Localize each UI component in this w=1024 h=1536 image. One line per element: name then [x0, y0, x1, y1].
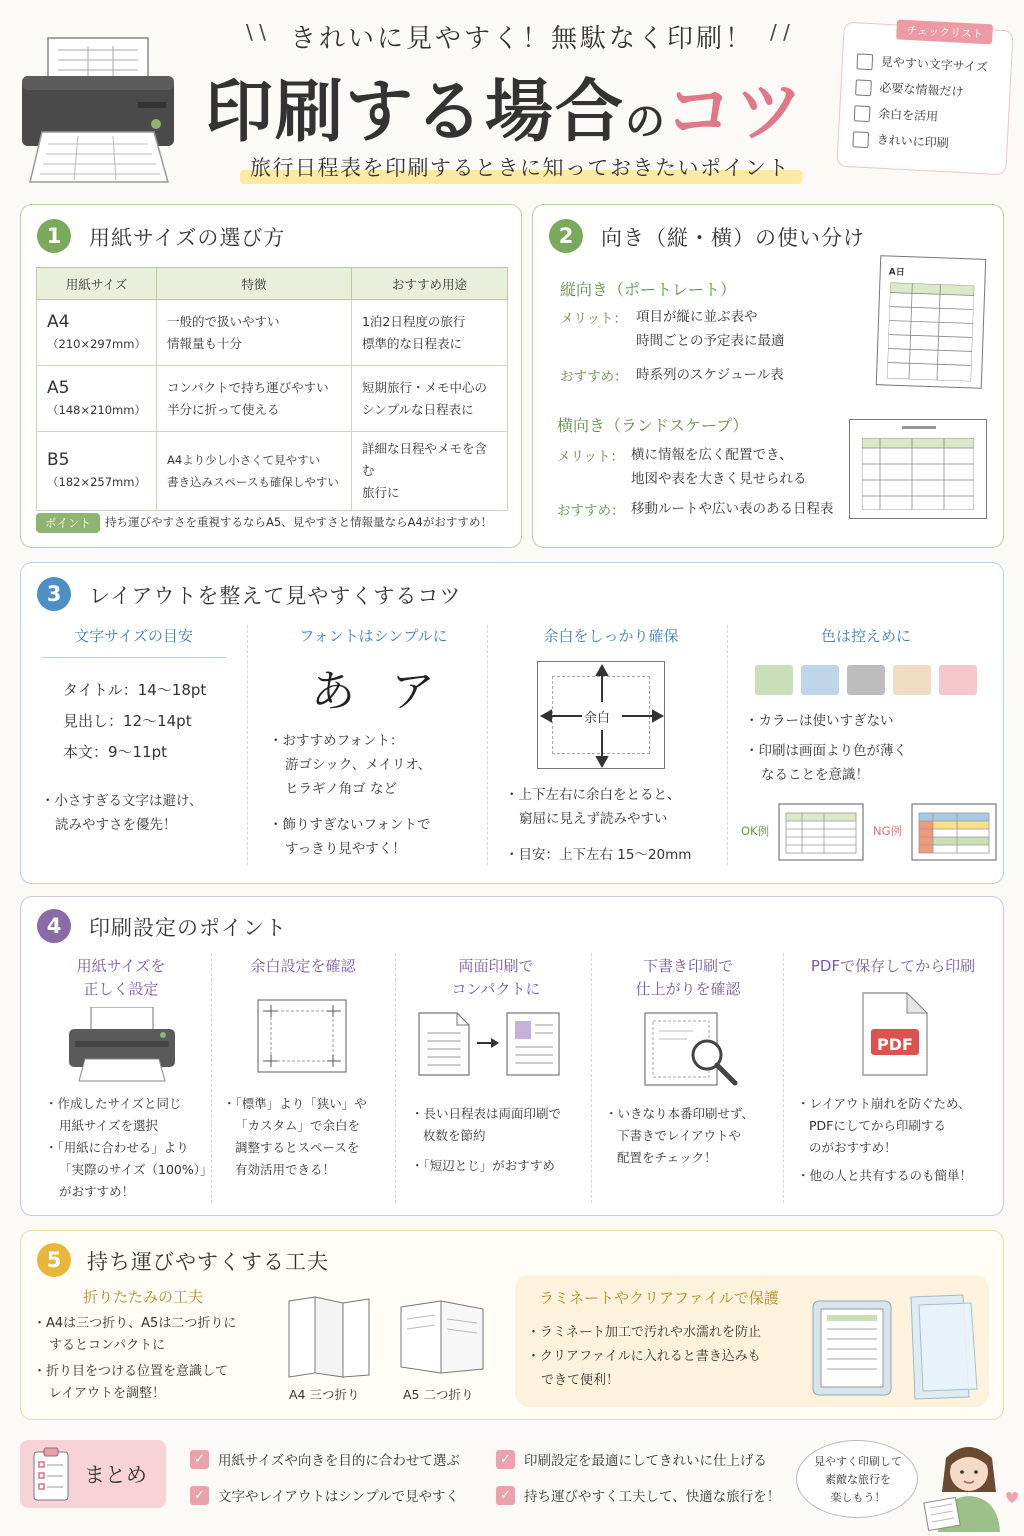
section-number: 2 — [549, 219, 583, 253]
setting-heading: PDFで保存してから印刷 — [810, 957, 976, 975]
section-number: 3 — [37, 577, 71, 611]
size-name: B5 — [47, 450, 70, 470]
protect-line: ・ラミネート加工で汚れや水濡れを防止 — [527, 1325, 762, 1340]
page-title — [205, 58, 805, 155]
checklist-title: チェックリスト — [896, 19, 993, 44]
setting-heading: 用紙サイズを 正しく設定 — [76, 957, 166, 998]
setting-line: PDFにしてから印刷する — [809, 1118, 946, 1133]
setting-line: ・作成したサイズと同じ — [45, 1096, 182, 1111]
tip-bullet: ・おすすめフォント： — [269, 733, 404, 749]
size-name: A5 — [47, 377, 70, 398]
checkbox[interactable] — [854, 105, 871, 122]
mock-table — [862, 438, 974, 510]
fold-line: ・折り目をつける位置を意識して — [33, 1364, 229, 1379]
checklist-item: 見やすい文字サイズ — [880, 54, 989, 75]
fold-line: レイアウトを調整！ — [49, 1386, 165, 1401]
tip-bullet: ・印刷は画面より色が薄く — [745, 743, 907, 759]
rec-label: おすすめ： — [557, 503, 625, 519]
clipboard-icon — [32, 1446, 70, 1502]
tip-bullet: ・飾りすぎないフォントで — [269, 817, 431, 833]
summary-item: 持ち運びやすく工夫して、快適な旅行を！ — [524, 1489, 781, 1505]
setting-line: ・「短辺とじ」がおすすめ — [411, 1158, 555, 1173]
color-swatch — [801, 665, 839, 695]
summary-badge — [20, 1440, 166, 1508]
tip-bullet: 游ゴシック、メイリオ、 — [285, 757, 432, 773]
color-swatch — [755, 665, 793, 695]
setting-heading: 余白設定を確認 — [250, 957, 356, 975]
fold-caption: A5 二つ折り — [403, 1387, 474, 1402]
check-icon: ✓ — [496, 1486, 515, 1505]
merit-label: メリット： — [560, 311, 627, 327]
size-dim: （148×210mm） — [47, 402, 146, 417]
checklist-item: きれいに印刷 — [876, 132, 950, 151]
table-row — [37, 432, 508, 511]
size-dim: （182×257mm） — [47, 475, 146, 489]
margin-illustration — [537, 661, 665, 769]
setting-heading: 両面印刷で コンパクトに — [451, 957, 541, 998]
printer-illustration — [18, 36, 178, 186]
portrait-merit: 項目が縦に並ぶ表や — [636, 309, 758, 325]
checkbox[interactable] — [856, 53, 873, 70]
tip-bullet: なることを意識！ — [761, 767, 869, 783]
usage: 旅行に — [361, 485, 400, 500]
section-print-settings — [20, 896, 1004, 1216]
summary-label: まとめ — [84, 1463, 147, 1487]
checklist-item: 必要な情報だけ — [879, 80, 964, 99]
setting-line: ・他の人と共有するのも簡単！ — [797, 1168, 973, 1183]
ng-example-illustration — [911, 803, 997, 861]
setting-line: ・レイアウト崩れを防ぐため、 — [797, 1096, 971, 1111]
margin-label: 余白 — [584, 707, 610, 726]
size-name: A4 — [47, 311, 70, 332]
setting-line: 「カスタム」で余白を — [235, 1118, 361, 1133]
size-guide-line: タイトル：14〜18pt — [63, 681, 207, 699]
tip-bullet: ・上下左右に余白をとると、 — [505, 787, 681, 803]
table-header: おすすめ用途 — [351, 268, 507, 300]
color-swatch — [893, 665, 931, 695]
check-icon: ✓ — [190, 1450, 209, 1469]
tip-bullet: すっきり見やすく！ — [285, 841, 406, 857]
section-orientation — [532, 204, 1004, 548]
feature: 一般的で扱いやすい — [166, 313, 280, 329]
feature: 半分に折って使える — [166, 401, 280, 417]
checklist-item: 余白を活用 — [877, 106, 939, 124]
setting-line: 枚数を節約 — [423, 1128, 486, 1143]
tip-heading: 余白をしっかり確保 — [543, 627, 679, 645]
duplex-icon — [417, 1009, 567, 1079]
section-title: 持ち運びやすくする工夫 — [87, 1250, 329, 1274]
size-dim: （210×297mm） — [47, 336, 146, 351]
section-title: 印刷設定のポイント — [89, 916, 287, 940]
setting-line: ・「標準」より「狭い」や — [223, 1096, 367, 1111]
font-sample: あ — [311, 666, 355, 717]
trifold-icon — [287, 1295, 371, 1379]
landscape-title: 横向き（ランドスケープ） — [557, 416, 749, 435]
ok-label: OK例 — [741, 824, 770, 838]
section-title: レイアウトを整えて見やすくするコツ — [89, 584, 462, 608]
checkbox[interactable] — [855, 79, 872, 96]
usage: 標準的な日程表に — [361, 335, 462, 351]
feature: コンパクトで持ち運びやすい — [166, 379, 329, 395]
protect-line: ・クリアファイルに入れると書き込みも — [527, 1349, 761, 1364]
fold-line: するとコンパクトに — [49, 1338, 166, 1353]
tip-bullet: ・小さすぎる文字は避け、 — [41, 793, 203, 809]
setting-line: ・長い日程表は両面印刷で — [411, 1106, 562, 1121]
merit-label: メリット： — [557, 449, 624, 465]
protect-line: できて便利！ — [541, 1373, 620, 1388]
setting-line: ・「用紙に合わせる」より — [45, 1140, 189, 1155]
checkbox[interactable] — [852, 131, 869, 148]
page-title-no: の — [625, 99, 666, 145]
tip-heading: 色は控えめに — [820, 627, 911, 645]
section-number: 5 — [37, 1243, 71, 1277]
kicker-dash-right: / / — [770, 20, 790, 44]
tip-bullet: 読みやすさを優先！ — [55, 817, 177, 833]
setting-line: ・いきなり本番印刷せず、 — [605, 1106, 755, 1121]
ng-label: NG例 — [873, 824, 903, 838]
check-icon: ✓ — [190, 1486, 209, 1505]
bubble-line: 見やすく印刷して — [814, 1455, 902, 1468]
fold-heading: 折りたたみの工夫 — [83, 1288, 204, 1306]
kicker-dash-left: \ \ — [246, 20, 266, 44]
size-guide-line: 見出し：12〜14pt — [63, 712, 192, 730]
section-portability — [20, 1230, 1004, 1420]
landscape-merit: 地図や表を大きく見せられる — [631, 471, 807, 487]
table-header: 用紙サイズ — [37, 268, 157, 300]
page-title-main: 印刷する場合 — [205, 73, 626, 152]
ok-example-illustration — [778, 803, 864, 861]
usage: 1泊2日程度の旅行 — [361, 313, 466, 329]
section-paper-size — [20, 204, 522, 548]
summary-item: 用紙サイズや向きを目的に合わせて選ぶ — [218, 1453, 460, 1469]
usage: 短期旅行・メモ中心の — [361, 379, 487, 395]
checklist-card — [836, 22, 1013, 176]
font-sample: ア — [391, 666, 435, 717]
summary-item: 印刷設定を最適にしてきれいに仕上げる — [524, 1453, 767, 1469]
usage: シンプルな日程表に — [361, 401, 474, 417]
speech-bubble — [796, 1440, 918, 1518]
usage: 詳細な日程やメモを含む — [361, 441, 487, 478]
summary-item: 文字やレイアウトはシンプルで見やすく — [218, 1489, 460, 1505]
pdf-label: PDF — [877, 1035, 913, 1054]
bifold-icon — [397, 1297, 487, 1377]
color-swatch — [939, 665, 977, 695]
table-row — [37, 366, 508, 432]
setting-line: 有効活用できる！ — [235, 1162, 336, 1177]
laminate-clearfile-icon — [811, 1293, 981, 1401]
protect-subcard — [515, 1275, 989, 1407]
tip-heading: フォントはシンプルに — [299, 627, 448, 645]
tip-bullet: ・目安：上下左右 15〜20mm — [505, 847, 692, 863]
bubble-line: 楽しもう！ — [830, 1491, 886, 1504]
point-badge: ポイント — [36, 513, 100, 533]
header-kicker: きれいに見やすく！無駄なく印刷！ — [290, 24, 755, 54]
printer-icon — [67, 1007, 177, 1083]
color-swatch — [847, 665, 885, 695]
portrait-merit: 時間ごとの予定表に最適 — [636, 333, 785, 349]
protect-heading: ラミネートやクリアファイルで保護 — [539, 1289, 779, 1307]
table-header: 特徴 — [156, 268, 351, 300]
page-subtitle: 旅行日程表を印刷するときに知っておきたいポイント — [250, 156, 790, 180]
point-text: 持ち運びやすさを重視するならA5、見やすさと情報量ならA4がおすすめ！ — [105, 515, 492, 529]
portrait-sheet-illustration — [876, 255, 986, 389]
table-row — [37, 300, 508, 366]
size-guide-line: 本文：9〜11pt — [63, 743, 168, 761]
section-layout-tips — [20, 562, 1004, 884]
page-title-accent: コツ — [665, 73, 806, 152]
setting-line: 配置をチェック！ — [617, 1150, 717, 1165]
tip-heading: 文字サイズの目安 — [74, 627, 193, 645]
section-number: 4 — [37, 909, 71, 943]
setting-line: がおすすめ！ — [59, 1184, 135, 1199]
setting-line: 「実際のサイズ（100%）」 — [59, 1162, 213, 1177]
section-title: 向き（縦・横）の使い分け — [601, 226, 865, 250]
tip-bullet: ・カラーは使いすぎない — [745, 713, 894, 729]
pdf-file-icon — [859, 991, 931, 1077]
setting-line: 用紙サイズを選択 — [59, 1118, 159, 1133]
fold-line: ・A4は三つ折り、A5は二つ折りに — [33, 1316, 237, 1331]
landscape-sheet-illustration — [849, 419, 987, 519]
check-icon: ✓ — [496, 1450, 515, 1469]
tip-bullet: ヒラギノ角ゴ など — [285, 781, 398, 797]
feature: A4より少し小さくて見やすい — [166, 453, 321, 467]
feature: 情報量も十分 — [166, 335, 242, 351]
rec-label: おすすめ： — [560, 369, 628, 385]
mock-title: A日 — [888, 267, 905, 279]
preview-magnifier-icon — [643, 1011, 743, 1091]
fold-caption: A4 三つ折り — [289, 1387, 360, 1402]
portrait-title: 縦向き（ポートレート） — [560, 280, 737, 299]
portrait-rec: 時系列のスケジュール表 — [636, 367, 784, 383]
section-title: 用紙サイズの選び方 — [89, 226, 286, 250]
bubble-line: 素敵な旅行を — [825, 1473, 891, 1486]
feature: 書き込みスペースも確保しやすい — [166, 475, 339, 489]
setting-line: 下書きでレイアウトや — [617, 1128, 742, 1143]
margin-setting-icon — [257, 999, 347, 1073]
tip-bullet: 窮屈に見えず読みやすい — [519, 811, 668, 827]
landscape-merit: 横に情報を広く配置でき、 — [631, 447, 793, 463]
mock-table — [887, 283, 974, 382]
setting-heading: 下書き印刷で 仕上がりを確認 — [635, 957, 741, 998]
setting-line: 調整するとスペースを — [235, 1140, 360, 1155]
setting-line: のがおすすめ！ — [809, 1140, 897, 1155]
woman-illustration — [920, 1436, 1020, 1532]
landscape-rec: 移動ルートや広い表のある日程表 — [631, 501, 834, 517]
section-number: 1 — [37, 219, 71, 253]
paper-size-table — [36, 267, 508, 511]
